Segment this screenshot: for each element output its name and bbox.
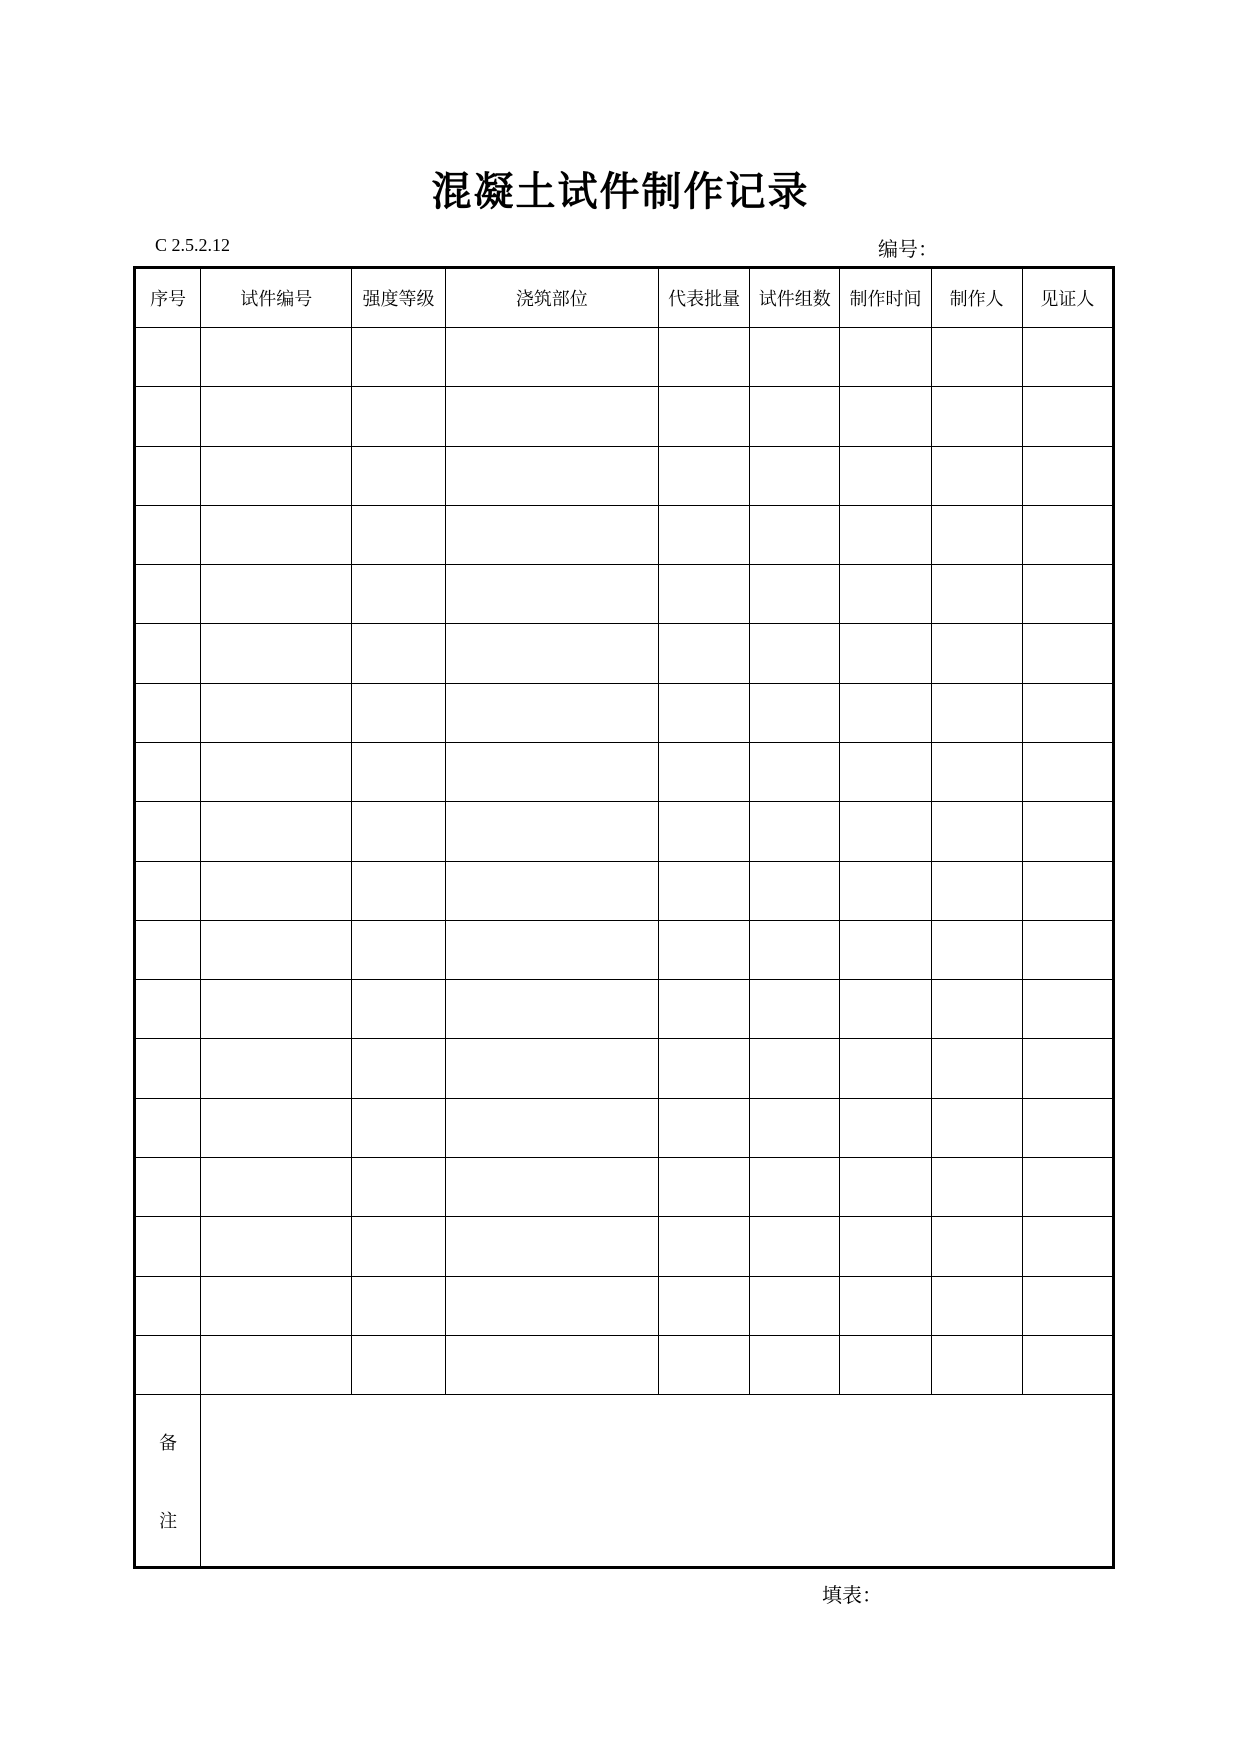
table-cell[interactable] [931,624,1022,683]
table-cell[interactable] [201,387,352,446]
table-cell[interactable] [1022,742,1113,801]
table-cell[interactable] [1022,1217,1113,1276]
form-code: C 2.5.2.12 [155,235,231,255]
table-cell[interactable] [659,920,750,979]
table-cell[interactable] [352,1276,445,1335]
table-row [135,505,1114,564]
table-cell[interactable] [750,1098,840,1157]
table-cell[interactable] [135,683,201,742]
table-row [135,624,1114,683]
table-cell[interactable] [1022,1157,1113,1216]
table-cell[interactable] [840,387,931,446]
table-row [135,446,1114,505]
table-cell[interactable] [750,387,840,446]
table-cell[interactable] [135,446,201,505]
table-cell[interactable] [659,328,750,387]
table-cell[interactable] [135,505,201,564]
table-cell[interactable] [445,624,658,683]
table-cell[interactable] [931,920,1022,979]
table-cell[interactable] [352,980,445,1039]
table-cell[interactable] [931,1098,1022,1157]
table-cell[interactable] [352,742,445,801]
table-cell[interactable] [352,565,445,624]
table-cell[interactable] [931,861,1022,920]
table-cell[interactable] [445,920,658,979]
table-cell[interactable] [750,624,840,683]
table-cell[interactable] [840,1217,931,1276]
table-cell[interactable] [201,565,352,624]
record-table [133,266,1115,1569]
table-row [135,742,1114,801]
table-cell[interactable] [931,742,1022,801]
table-cell[interactable] [1022,683,1113,742]
table-cell[interactable] [352,1335,445,1394]
table-cell[interactable] [135,980,201,1039]
table-cell[interactable] [750,328,840,387]
remarks-field[interactable] [201,1395,1114,1568]
table-cell[interactable] [1022,1039,1113,1098]
table-cell[interactable] [659,980,750,1039]
table-cell[interactable] [201,802,352,861]
table-cell[interactable] [135,565,201,624]
table-cell[interactable] [1022,1276,1113,1335]
table-cell[interactable] [1022,565,1113,624]
table-cell[interactable] [659,565,750,624]
table-cell[interactable] [201,1157,352,1216]
table-cell[interactable] [445,505,658,564]
table-cell[interactable] [750,565,840,624]
table-cell[interactable] [201,1217,352,1276]
table-cell[interactable] [659,1335,750,1394]
table-cell[interactable] [201,1335,352,1394]
remarks-row [135,1395,1114,1568]
table-cell[interactable] [201,920,352,979]
table-cell[interactable] [840,624,931,683]
table-cell[interactable] [201,505,352,564]
table-cell[interactable] [750,1335,840,1394]
table-cell[interactable] [750,861,840,920]
table-cell[interactable] [135,861,201,920]
table-cell[interactable] [445,387,658,446]
table-cell[interactable] [445,1157,658,1216]
table-cell[interactable] [135,624,201,683]
table-cell[interactable] [659,624,750,683]
table-cell[interactable] [840,1039,931,1098]
table-cell[interactable] [201,624,352,683]
table-cell[interactable] [750,446,840,505]
column-header-strength-grade: 强度等级 [352,268,445,328]
table-cell[interactable] [659,802,750,861]
table-row [135,683,1114,742]
table-cell[interactable] [931,1217,1022,1276]
table-cell[interactable] [840,328,931,387]
table-cell[interactable] [445,802,658,861]
table-cell[interactable] [1022,328,1113,387]
table-cell[interactable] [1022,387,1113,446]
table-cell[interactable] [1022,1098,1113,1157]
column-header-pour-location: 浇筑部位 [445,268,658,328]
remarks-label-cell [135,1395,201,1568]
table-row [135,1276,1114,1335]
table-cell[interactable] [445,565,658,624]
column-header-group-count: 试件组数 [750,268,840,328]
table-cell[interactable] [840,802,931,861]
table-cell[interactable] [659,683,750,742]
table-cell[interactable] [1022,861,1113,920]
serial-number-label: 编号： [878,237,938,261]
table-cell[interactable] [750,980,840,1039]
table-cell[interactable] [445,1335,658,1394]
table-cell[interactable] [659,387,750,446]
table-cell[interactable] [352,1039,445,1098]
table-cell[interactable] [659,1157,750,1216]
table-cell[interactable] [201,742,352,801]
table-cell[interactable] [1022,1335,1113,1394]
column-header-made-time: 制作时间 [840,268,931,328]
table-cell[interactable] [352,624,445,683]
table-cell[interactable] [1022,624,1113,683]
table-cell[interactable] [659,742,750,801]
table-cell[interactable] [931,387,1022,446]
table-cell[interactable] [201,446,352,505]
table-cell[interactable] [840,1098,931,1157]
table-cell[interactable] [352,683,445,742]
table-cell[interactable] [135,742,201,801]
table-cell[interactable] [135,1276,201,1335]
table-cell[interactable] [1022,980,1113,1039]
table-cell[interactable] [931,1276,1022,1335]
table-row [135,980,1114,1039]
table-cell[interactable] [201,1098,352,1157]
table-cell[interactable] [931,1157,1022,1216]
table-cell[interactable] [201,328,352,387]
table-cell[interactable] [659,861,750,920]
table-cell[interactable] [750,1157,840,1216]
table-cell[interactable] [201,683,352,742]
table-cell[interactable] [352,1098,445,1157]
table-cell[interactable] [840,920,931,979]
table-cell[interactable] [840,1276,931,1335]
column-header-witness: 见证人 [1022,268,1113,328]
table-cell[interactable] [750,683,840,742]
table-cell[interactable] [840,1157,931,1216]
table-cell[interactable] [840,446,931,505]
table-cell[interactable] [750,1039,840,1098]
table-cell[interactable] [840,505,931,564]
document-title: 混凝土试件制作记录 [431,168,810,215]
table-row [135,802,1114,861]
table-cell[interactable] [445,1217,658,1276]
table-cell[interactable] [352,1217,445,1276]
table-cell[interactable] [659,446,750,505]
table-cell[interactable] [201,980,352,1039]
table-cell[interactable] [840,565,931,624]
table-cell[interactable] [931,505,1022,564]
table-cell[interactable] [445,446,658,505]
table-row [135,387,1114,446]
table-cell[interactable] [840,683,931,742]
table-cell[interactable] [1022,505,1113,564]
column-header-batch-size: 代表批量 [659,268,750,328]
table-cell[interactable] [135,1098,201,1157]
table-cell[interactable] [931,683,1022,742]
table-cell[interactable] [931,565,1022,624]
table-cell[interactable] [445,861,658,920]
table-cell[interactable] [135,1157,201,1216]
table-cell[interactable] [201,1276,352,1335]
table-cell[interactable] [445,683,658,742]
table-cell[interactable] [840,1335,931,1394]
table-cell[interactable] [659,1276,750,1335]
filled-by-label: 填表： [822,1583,882,1607]
table-cell[interactable] [352,802,445,861]
remarks-label-char-1: 备 [159,1432,178,1454]
table-cell[interactable] [931,1039,1022,1098]
table-cell[interactable] [750,505,840,564]
table-cell[interactable] [445,1276,658,1335]
table-cell[interactable] [352,387,445,446]
table-cell[interactable] [445,1098,658,1157]
table-header-row [135,268,1114,328]
table-row [135,861,1114,920]
table-cell[interactable] [352,1157,445,1216]
table-cell[interactable] [1022,920,1113,979]
table-row [135,920,1114,979]
table-cell[interactable] [1022,802,1113,861]
table-cell[interactable] [352,505,445,564]
table-cell[interactable] [1022,446,1113,505]
table-cell[interactable] [659,1039,750,1098]
table-cell[interactable] [659,1217,750,1276]
table-cell[interactable] [931,328,1022,387]
table-cell[interactable] [135,1039,201,1098]
table-cell[interactable] [931,980,1022,1039]
table-cell[interactable] [135,387,201,446]
table-cell[interactable] [445,742,658,801]
remarks-label-char-2: 注 [159,1510,178,1532]
table-cell[interactable] [659,505,750,564]
table-row [135,1157,1114,1216]
table-row [135,565,1114,624]
table-cell[interactable] [352,328,445,387]
column-header-seq: 序号 [135,268,201,328]
column-header-specimen-no: 试件编号 [201,268,352,328]
table-cell[interactable] [840,742,931,801]
table-cell[interactable] [931,446,1022,505]
table-row [135,328,1114,387]
table-cell[interactable] [445,328,658,387]
table-cell[interactable] [135,1335,201,1394]
table-cell[interactable] [750,1217,840,1276]
table-cell[interactable] [135,920,201,979]
table-cell[interactable] [352,861,445,920]
table-row [135,1098,1114,1157]
table-cell[interactable] [201,1039,352,1098]
table-cell[interactable] [750,1276,840,1335]
table-cell[interactable] [840,980,931,1039]
table-cell[interactable] [750,802,840,861]
table-row [135,1217,1114,1276]
table-cell[interactable] [135,1217,201,1276]
table-row [135,1335,1114,1394]
table-cell[interactable] [659,1098,750,1157]
table-cell[interactable] [931,1335,1022,1394]
table-cell[interactable] [445,1039,658,1098]
table-cell[interactable] [840,861,931,920]
table-cell[interactable] [931,802,1022,861]
table-cell[interactable] [135,328,201,387]
table-body [135,328,1114,1568]
table-cell[interactable] [352,920,445,979]
table-cell[interactable] [352,446,445,505]
table-row [135,1039,1114,1098]
table-cell[interactable] [201,861,352,920]
column-header-maker: 制作人 [931,268,1022,328]
table-cell[interactable] [750,742,840,801]
table-cell[interactable] [445,980,658,1039]
table-cell[interactable] [750,920,840,979]
table-cell[interactable] [135,802,201,861]
